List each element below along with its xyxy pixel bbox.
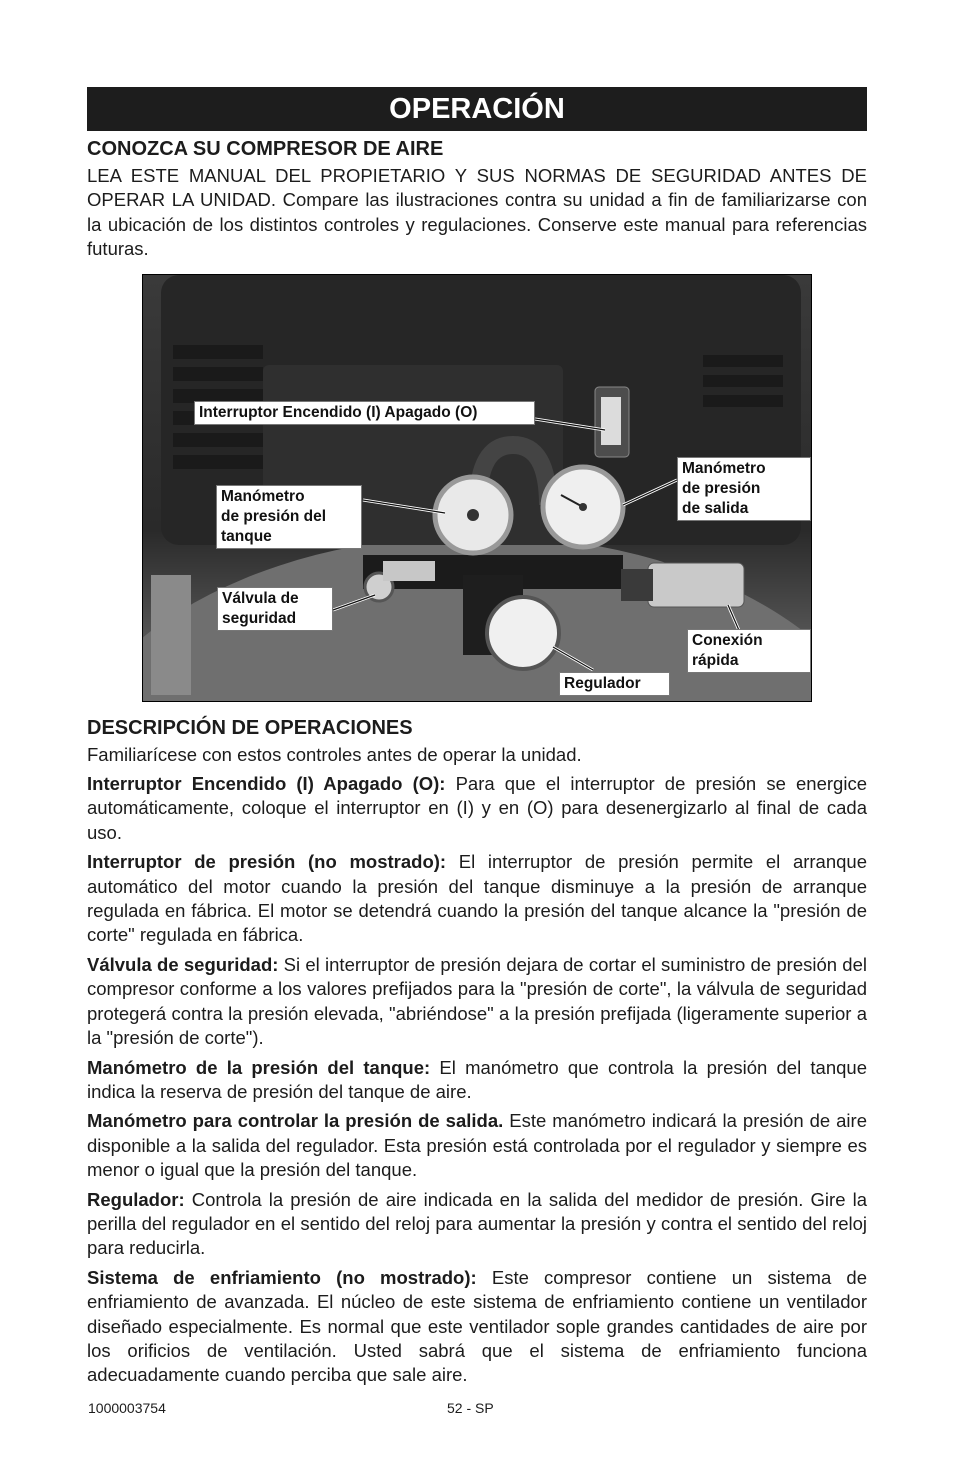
operation-text: Para que el interruptor de presión se energice automáticamente, coloque el interruptor en (I) y en (O) para desenergizarlo al final de cada uso. <box>87 773 867 843</box>
footer-page-number: 52 - SP <box>447 1400 494 1416</box>
operation-item <box>87 1266 867 1388</box>
operation-text: Este compresor contiene un sistema de enfriamiento de avanzada. El núcleo de este sistema de enfriamiento contiene un ventilador diseñado especialmente. Es normal que este ventilador sople grandes cantidades de aire por los orificios de ventilación. Usted sabrá que el sistema de enfriamiento funciona adecuadamente cuando perciba que sale aire. <box>87 1266 867 1386</box>
operation-text: Si el interruptor de presión dejara de cortar el suministro de presión del compresor conforme a los valores prefijados para la "presión de corte", la válvula de seguridad protegerá contra la presión elevada, "abriéndose" a la presión prefijada (ligeramente superior a la "presión de corte"). <box>87 953 867 1049</box>
operation-item <box>87 953 867 1051</box>
callout-safety-valve <box>217 587 333 631</box>
callout-regulator-text: Regulador <box>564 674 641 692</box>
operation-term: Interruptor Encendido (I) Apagado (O): <box>87 773 446 795</box>
callout-tank-gauge-line-2: de presión del <box>221 507 327 525</box>
callout-quick-coupler-line-2: rápida <box>692 651 739 669</box>
operation-item <box>87 1056 867 1105</box>
operation-term: Sistema de enfriamiento (no mostrado): <box>87 1266 477 1288</box>
callout-safety-valve-line-1: Válvula de <box>222 589 299 607</box>
operation-text: Este manómetro indicará la presión de aire disponible a la salida del regulador. Esta presión está controlada por el regulador y siempre es menor o igual que la presión del tanque. <box>87 1110 867 1181</box>
operation-item <box>87 850 867 948</box>
callout-outlet-gauge-line-1: Manómetro <box>682 459 766 477</box>
callout-outlet-gauge-line-2: de presión <box>682 479 761 497</box>
manual-page <box>87 87 867 1393</box>
section-heading-know-compressor: CONOZCA SU COMPRESOR DE AIRE <box>87 138 444 160</box>
operation-item <box>87 1109 867 1182</box>
callout-tank-pressure-gauge <box>216 485 362 549</box>
operation-term: Interruptor de presión (no mostrado): <box>87 851 447 873</box>
callout-outlet-gauge-line-3: de salida <box>682 499 749 517</box>
callout-switch-text: Interruptor Encendido (I) Apagado (O) <box>199 403 478 421</box>
callout-tank-gauge-line-3: tanque <box>221 527 272 545</box>
operation-term: Manómetro de la presión del tanque: <box>87 1056 431 1078</box>
operation-term: Manómetro para controlar la presión de salida. <box>87 1110 504 1132</box>
callout-regulator <box>559 672 670 696</box>
callout-quick-coupler-line-1: Conexión <box>692 631 763 649</box>
section-heading-operations: DESCRIPCIÓN DE OPERACIONES <box>87 716 413 739</box>
operation-text: Controla la presión de aire indicada en la salida del medidor de presión. Gire la perilla del regulador en el sentido del reloj para aumentar la presión y contra el sentido del reloj para reducirla. <box>87 1188 867 1259</box>
footer-part-number: 1000003754 <box>88 1400 166 1416</box>
callout-quick-coupler <box>687 629 811 673</box>
compressor-photo <box>142 274 812 702</box>
operation-term: Regulador: <box>87 1188 185 1210</box>
operations-intro: Familiarícese con estos controles antes de operar la unidad. <box>87 743 582 765</box>
callout-on-off-switch <box>194 401 535 425</box>
page-title: OPERACIÓN <box>87 87 867 131</box>
callout-safety-valve-line-2: seguridad <box>222 609 297 627</box>
operation-text: El interruptor de presión permite el arranque automático del motor cuando la presión del tanque disminuye a la presión de arranque regulada en fábrica. El motor se detendrá cuando la presión del tanque alcance la "presión de corte" regulada en fábrica. <box>87 851 867 946</box>
operation-item <box>87 772 867 845</box>
callout-outlet-pressure-gauge <box>677 457 811 521</box>
operation-item <box>87 1188 867 1261</box>
intro-paragraph: LEA ESTE MANUAL DEL PROPIETARIO Y SUS NORMAS DE SEGURIDAD ANTES DE OPERAR LA UNIDAD. Compare las ilustraciones contra su unidad a fin de familiarizarse con la ubicación de los distintos controles y regulaciones. Conserve este manual para referencias futuras. <box>87 165 867 260</box>
operation-term: Válvula de seguridad: <box>87 953 279 975</box>
callout-tank-gauge-line-1: Manómetro <box>221 487 305 505</box>
operation-text: El manómetro que controla la presión del tanque indica la reserva de presión del tanque de aire. <box>87 1056 868 1102</box>
